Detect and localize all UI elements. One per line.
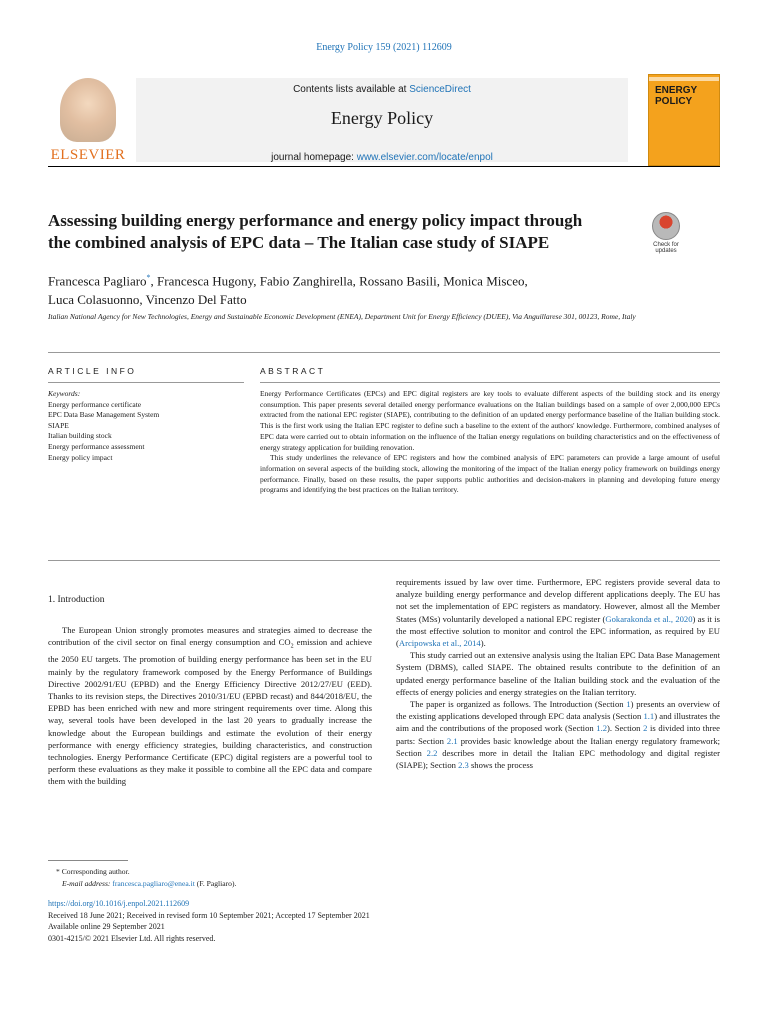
homepage-link[interactable]: www.elsevier.com/locate/enpol	[356, 152, 493, 163]
keyword-item: Energy policy impact	[48, 452, 113, 462]
authors-line-2: Luca Colasuonno, Vincenzo Del Fatto	[48, 292, 247, 308]
section-link[interactable]: 2.3	[458, 760, 469, 771]
corresponding-author-note	[48, 866, 648, 878]
divider	[48, 352, 720, 353]
available-online: Available online 29 September 2021	[48, 922, 165, 931]
keyword-item: SIAPE	[48, 420, 69, 430]
journal-header-box	[136, 78, 628, 162]
divider	[48, 560, 720, 561]
received-dates: Received 18 June 2021; Received in revised form 10 September 2021; Accepted 17 September 2021	[48, 910, 370, 920]
first-author[interactable]: Francesca Pagliaro	[48, 273, 147, 289]
body-paragraph	[396, 576, 720, 649]
abstract-paragraph: Energy Performance Certificates (EPCs) and EPC digital registers are key tools to evaluate different aspects of the building stock and its energy consumption. This paper presents several detailed energy performance evaluations on the Italian buildings based on a sample of over 2,000,000 EPCs extracted from the national EPC register (SIAPE), contributing to the definition of an updated energy performance baseline of the Italian building stock. This is the first work using the Italian EPC register to define such a baseline to the extent of the authors' knowledge. Furthermore, combined analyses of EPC data were carried out to obtain information on the influence of the Italian energy regulations on building characteristics and on the effectiveness of energy strategy application for building renovation.	[260, 389, 720, 452]
article-info-heading: ARTICLE INFO	[48, 366, 137, 376]
citation-link[interactable]: Arcipowska et al., 2014	[398, 638, 481, 649]
journal-masthead	[48, 74, 720, 167]
body-paragraph	[48, 624, 372, 787]
section-link[interactable]: 2.2	[426, 747, 438, 758]
sciencedirect-link[interactable]: ScienceDirect	[409, 84, 471, 95]
other-authors: , Francesca Hugony, Fabio Zanghirella, Rossano Basili, Monica Misceo,	[150, 273, 528, 289]
text-run: ) and illustrates the aim and the contributions of the proposed work (Section	[396, 711, 720, 734]
affiliation: Italian National Agency for New Technologies, Energy and Sustainable Economic Development (ENEA), Department Unit for Energy Efficiency (DUEE), Via Anguillarese 301, 00123, Rome, Italy	[48, 312, 636, 321]
publication-info	[48, 898, 648, 944]
text-run: The European Union strongly promotes measures and strategies aimed to decrease the contribution of the civil sector on final energy consumption and CO	[48, 625, 372, 648]
contents-prefix: Contents lists available at	[293, 84, 410, 95]
contents-line	[136, 84, 628, 95]
email-note	[48, 878, 648, 890]
footnote	[48, 866, 648, 890]
journal-reference[interactable]: Energy Policy 159 (2021) 112609	[316, 42, 452, 53]
section-link[interactable]: 1	[626, 699, 631, 710]
text-run: requirements issued by law over time. Furthermore, EPC registers provide several data to analyze building energy performance and develop different applications deeply. The EU has not set the implementation of EPC registers as mandatory. However, almost all the Member States (MSs) voluntarily developed a national EPC register (	[396, 577, 720, 624]
keyword-item: Italian building stock	[48, 431, 112, 441]
journal-title: Energy Policy	[330, 108, 434, 128]
doi-link[interactable]: https://doi.org/10.1016/j.enpol.2021.112609	[48, 899, 190, 908]
email-link[interactable]: francesca.pagliaro@enea.it	[112, 879, 195, 888]
homepage-line	[136, 152, 628, 163]
text-run: emission and achieve the 2050 EU targets. The promotion of building energy performance has been set in the EU mainly by the regulatory framework composed by the Energy Performance of Buildings Directive 2002/91/EU (EPBD) and the Energy Efficiency Directive 2012/27/EU (EED). Thanks to its revision steps, the Directives 2010/31/EU (EPBD recast) and 844/2018/EU, the EPBD has been enriched with new and more stringent requirements over time. Along this way, several tools have been developed in the last 20 years to gradually increase the knowledge about the European buildings and estimate the evolution of their energy performance with energy efficiency strategies, building characteristics, and construction technologies. Energy Performance Certificate (EPC) digital registers are a powerful tool to perform these evaluations as they make it possible to combine all the EPC data and compare them with the building	[48, 637, 372, 787]
elsevier-logo[interactable]	[48, 74, 128, 166]
text-run: is divided into three parts: Section	[396, 723, 720, 746]
text-run: describes more in detail the Italian EPC methodology and digital register (SIAPE); Section	[396, 747, 720, 771]
check-updates-line-1: Check for	[653, 242, 679, 248]
publisher-name: ELSEVIER	[50, 147, 126, 163]
text-run: provides basic knowledge about the Italian energy regulatory framework; Section	[396, 735, 720, 758]
email-label: E-mail address:	[62, 879, 113, 888]
text-run: ).	[480, 638, 486, 649]
text-run: ) as it is the most effective solution to monitor and control the EPC information, as required by EU (	[396, 613, 720, 649]
divider	[260, 382, 720, 383]
check-updates-icon	[652, 212, 680, 240]
journal-cover[interactable]	[648, 74, 720, 166]
footnote-divider	[48, 860, 128, 861]
cover-title-line-2: POLICY	[655, 96, 693, 107]
abstract-heading: ABSTRACT	[260, 366, 326, 376]
citation-link[interactable]: Gokarakonda et al., 2020	[605, 613, 693, 624]
corresponding-author-mark[interactable]: *	[146, 273, 151, 282]
body-column-right	[396, 576, 720, 771]
cover-title-line-1: ENERGY	[655, 85, 698, 96]
keywords-list	[48, 389, 248, 463]
abstract-text	[260, 389, 720, 496]
body-paragraph	[396, 698, 720, 771]
email-suffix: (F. Pagliaro).	[194, 879, 237, 888]
divider	[48, 382, 244, 383]
footnote-mark: *	[56, 867, 60, 876]
cover-band	[649, 77, 719, 81]
section-link[interactable]: 2	[643, 723, 648, 734]
text-run: ) presents an overview of the existing applications developed through EPC data analysis (Section	[396, 699, 720, 722]
section-link[interactable]: 1.1	[643, 711, 655, 722]
cover-title	[655, 85, 697, 107]
section-link[interactable]: 1.2	[596, 723, 608, 734]
article-title: Assessing building energy performance and energy policy impact through the combined analysis of EPC data – The Italian case study of SIAPE	[48, 211, 583, 252]
text-run: The paper is organized as follows. The Introduction (Section	[410, 699, 627, 710]
keyword-item: Energy performance certificate	[48, 399, 142, 409]
section-heading: 1. Introduction	[48, 595, 105, 605]
text-run: shows the process	[468, 760, 534, 771]
subscript: 2	[290, 644, 294, 651]
homepage-prefix: journal homepage:	[271, 152, 357, 163]
check-updates-line-2: updates	[655, 248, 677, 254]
author-list	[48, 268, 648, 309]
keyword-item: EPC Data Base Management System	[48, 410, 160, 420]
keyword-item: Energy performance assessment	[48, 441, 145, 451]
text-run: ). Section	[607, 723, 644, 734]
keywords-label: Keywords:	[48, 389, 81, 398]
elsevier-tree-icon	[60, 78, 116, 142]
abstract-paragraph: This study underlines the relevance of EPC registers and how the combined analysis of EPC parameters can provide a large amount of useful information on several aspects of the building stock, allowing the monitoring of the impact of the Italian energy policy framework on buildings energy performance. Finally, based on these results, the paper supports public authorities and decision-makers in planning and developing future energy programs and identifying the best practices on the Italian territory.	[260, 453, 720, 495]
check-for-updates-button[interactable]	[648, 212, 684, 256]
body-column-left	[48, 576, 372, 788]
section-link[interactable]: 2.1	[446, 735, 458, 746]
copyright: 0301-4215/© 2021 Elsevier Ltd. All rights reserved.	[48, 933, 216, 943]
body-paragraph: This study carried out an extensive analysis using the Italian EPC Data Base Management System (DBMS), called SIAPE. The obtained results contribute to the definition of an updated energy performance baseline of the Italian building stock and the evaluation of the effects of energy policies and energy strategies on the Italian territory.	[396, 650, 720, 697]
footnote-text: Corresponding author.	[61, 867, 130, 876]
